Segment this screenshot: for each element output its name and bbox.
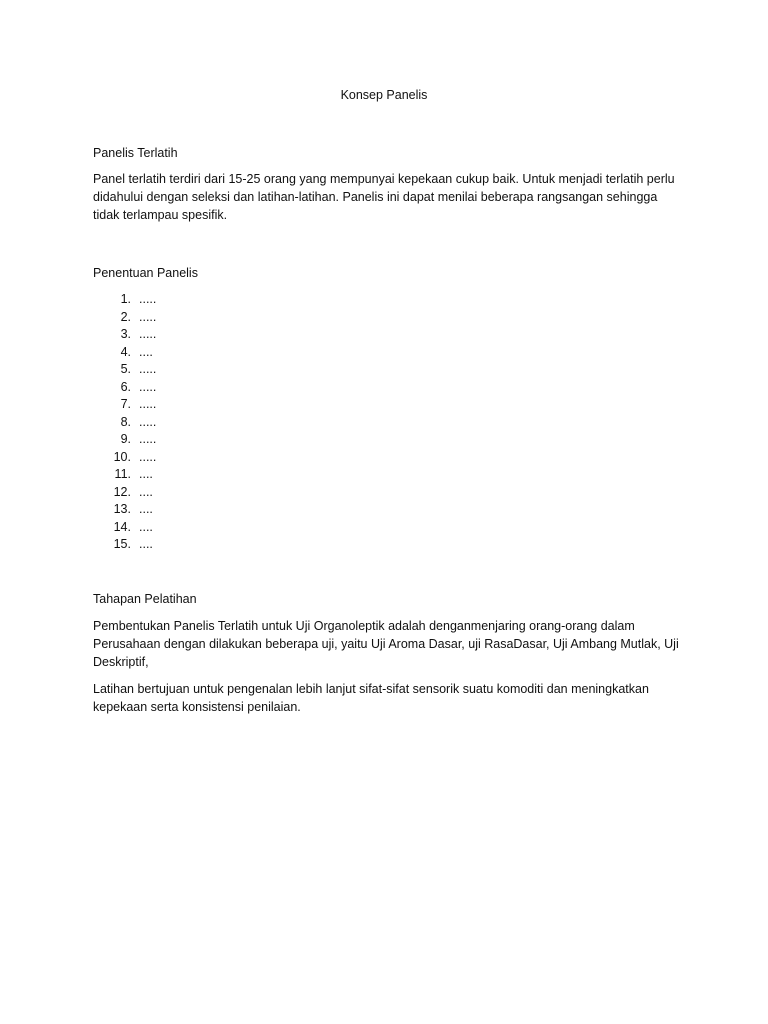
list-text: .... <box>139 537 153 551</box>
section-heading: Panelis Terlatih <box>93 146 178 160</box>
list-item <box>93 519 683 537</box>
list-number: 6. <box>120 379 131 394</box>
list-number: 13. <box>113 502 131 516</box>
list-text: .... <box>139 467 153 481</box>
section-heading: Penentuan Panelis <box>93 266 198 280</box>
list-number: 9. <box>120 432 131 446</box>
list-number: 10. <box>113 449 131 464</box>
numbered-list <box>93 291 683 554</box>
list-text: ..... <box>139 414 157 429</box>
list-number: 4. <box>120 344 131 359</box>
list-text: .... <box>139 344 153 359</box>
list-item <box>93 414 683 432</box>
list-text: ..... <box>139 309 157 324</box>
list-item <box>93 309 683 327</box>
paragraph: Pembentukan Panelis Terlatih untuk Uji Organoleptik adalah denganmenjaring orang-orang dalam Perusahaan dengan dilakukan beberapa uji, yaitu Uji Aroma Dasar, uji RasaDasar, Uji Ambang Mutlak, Uji Deskriptif, <box>93 618 679 669</box>
list-number: 11. <box>114 467 131 481</box>
list-item <box>93 501 683 519</box>
list-number: 14. <box>113 519 131 534</box>
list-number: 2. <box>120 309 131 324</box>
list-number: 5. <box>120 362 131 376</box>
list-item <box>93 344 683 362</box>
list-text: .... <box>139 519 153 534</box>
list-item <box>93 361 683 379</box>
list-item <box>93 431 683 449</box>
list-text: .... <box>139 502 153 516</box>
list-text: ..... <box>139 327 157 341</box>
list-number: 8. <box>120 414 131 429</box>
paragraph: Panel terlatih terdiri dari 15-25 orang yang mempunyai kepekaan cukup baik. Untuk menjadi terlatih perlu didahului dengan seleksi dan latihan-latihan. Panelis ini dapat menilai beberapa rangsangan sehingga tidak terlampau spesifik. <box>93 172 675 222</box>
list-item <box>93 326 683 344</box>
list-number: 7. <box>120 397 131 411</box>
list-item <box>93 379 683 397</box>
list-item <box>93 536 683 554</box>
list-text: ..... <box>139 292 157 306</box>
paragraph: Latihan bertujuan untuk pengenalan lebih lanjut sifat-sifat sensorik suatu komoditi dan meningkatkan kepekaan serta konsistensi penilaian. <box>93 681 649 714</box>
list-item <box>93 466 683 484</box>
list-item <box>93 484 683 502</box>
list-number: 12. <box>113 484 131 499</box>
list-text: ..... <box>139 379 157 394</box>
document-title: Konsep Panelis <box>340 88 428 102</box>
section-tahapan-pelatihan <box>93 590 683 716</box>
list-text: ..... <box>139 362 157 376</box>
list-text: .... <box>139 484 153 499</box>
section-panelis-terlatih <box>93 144 683 224</box>
section-penentuan-panelis <box>93 264 683 554</box>
list-number: 15. <box>113 537 131 551</box>
list-item <box>93 396 683 414</box>
list-text: ..... <box>139 449 157 464</box>
list-item <box>93 291 683 309</box>
list-item <box>93 449 683 467</box>
section-heading: Tahapan Pelatihan <box>93 591 197 606</box>
list-text: ..... <box>139 397 157 411</box>
list-number: 1. <box>120 292 131 306</box>
list-number: 3. <box>120 327 131 341</box>
document-body <box>93 144 683 716</box>
list-text: ..... <box>139 432 157 446</box>
